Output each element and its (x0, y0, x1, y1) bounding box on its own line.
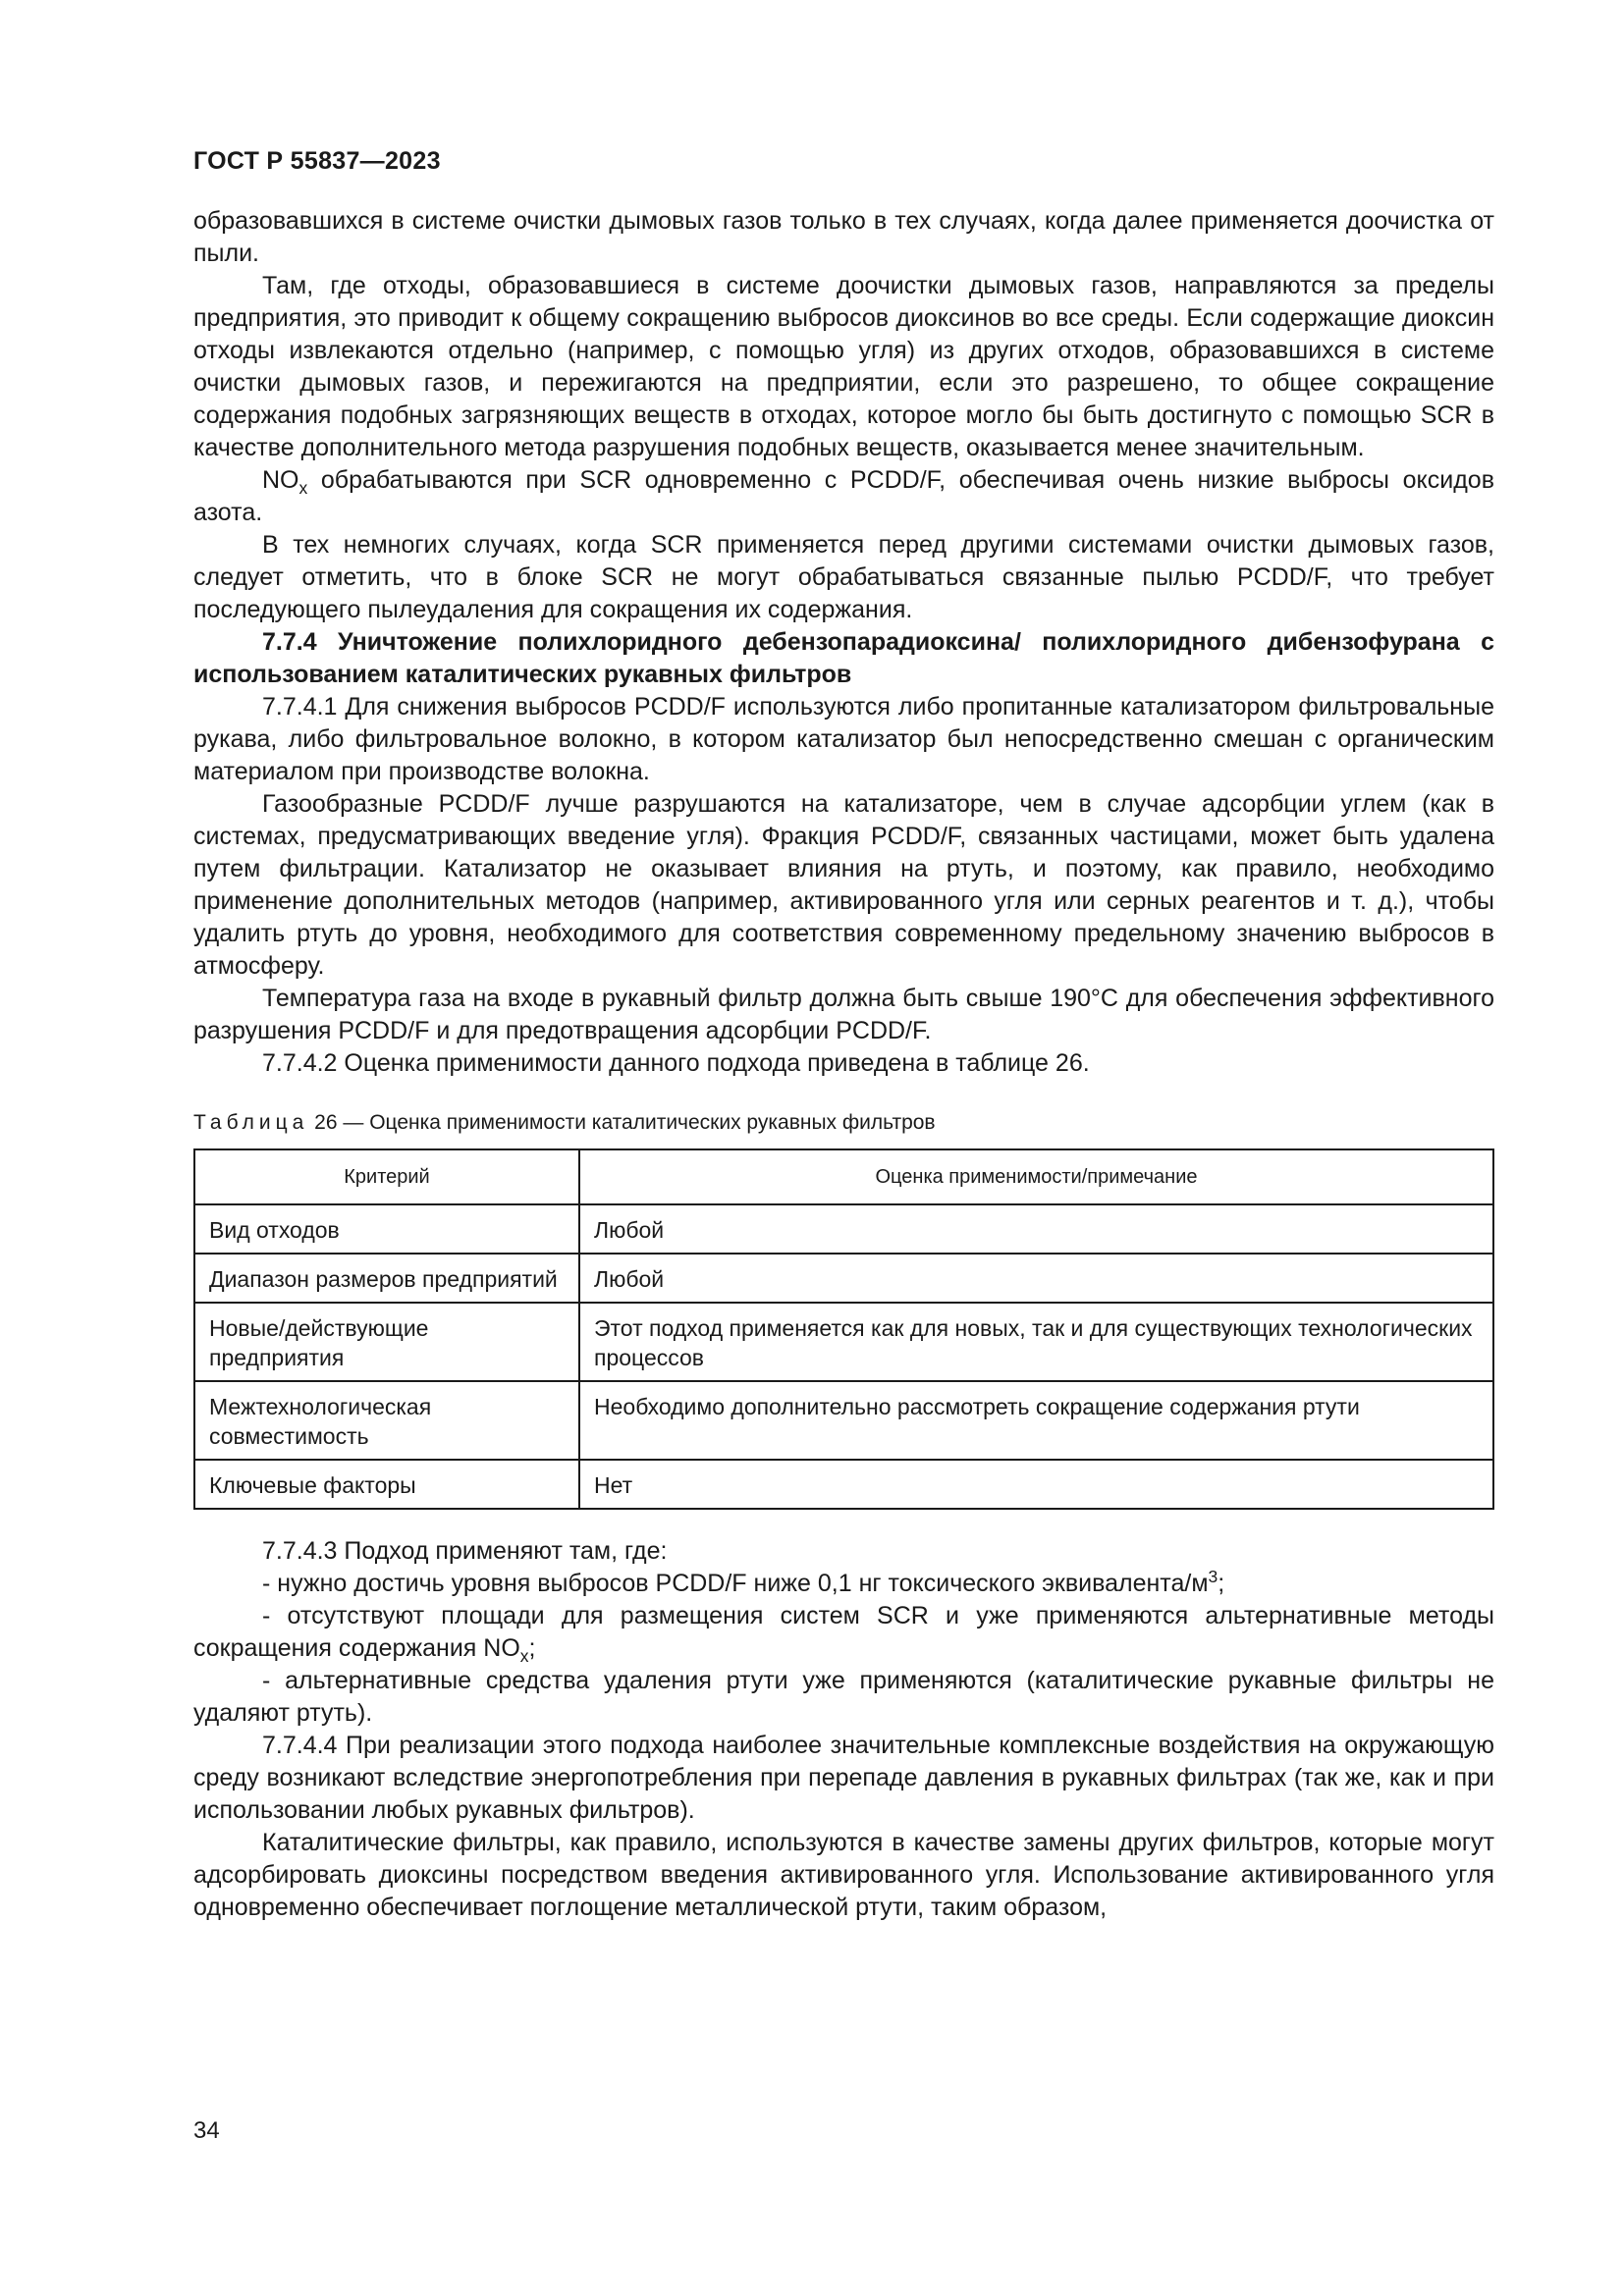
document-page (193, 147, 1494, 1924)
table-cell: Любой (579, 1254, 1493, 1303)
list-item (193, 1600, 1494, 1665)
table-row (194, 1460, 1493, 1509)
paragraph: 7.7.4.3 Подход применяют там, где: (262, 1537, 668, 1565)
table-cell: Межтехнологическая совместимость (194, 1381, 579, 1460)
list-item: - альтернативные средства удаления ртути уже применяются (каталитические рукавные фильтры не удаляют ртуть). (193, 1667, 1494, 1727)
paragraph: 7.7.4.2 Оценка применимости данного подхода приведена в таблице 26. (262, 1049, 1090, 1077)
nox-subscript: x (298, 478, 308, 498)
table-cell: Ключевые факторы (194, 1460, 579, 1509)
paragraph-nox (193, 464, 1494, 529)
section-heading: 7.7.4 Уничтожение полихлоридного дебензопарадиоксина/ полихлоридного дибензофурана с использованием каталитических рукавных фильтров (193, 628, 1494, 688)
body-text-after-table (193, 1535, 1494, 1924)
applicability-table (193, 1148, 1494, 1510)
list-item (193, 1568, 1494, 1600)
paragraph: Каталитические фильтры, как правило, используются в качестве замены других фильтров, которые могут адсорбировать диоксины посредством введения активированного угля. Использование активированного угля одновременно обеспечивает поглощение металлической ртути, таким образом, (193, 1829, 1494, 1921)
table-cell: Необходимо дополнительно рассмотреть сокращение содержания ртути (579, 1381, 1493, 1460)
document-header: ГОСТ Р 55837—2023 (193, 147, 441, 175)
superscript: 3 (1208, 1567, 1218, 1586)
table-header-row (194, 1149, 1493, 1204)
list-item-text: - отсутствуют площади для размещения систем SCR и уже применяются альтернативные методы сокращения содержания NO (193, 1602, 1494, 1662)
table-cell: Любой (579, 1204, 1493, 1254)
table-cell: Нет (579, 1460, 1493, 1509)
paragraph: Газообразные PCDD/F лучше разрушаются на катализаторе, чем в случае адсорбции углем (как в системах, предусматривающих введение угля). Фракция PCDD/F, связанных частицами, может быть удалена путем фильтрации. Катализатор не оказывает влияния на ртуть, и поэтому, как правило, необходимо применение дополнительных методов (например, активированного угля или серных реагентов и т. д.), чтобы удалить ртуть до уровня, необходимого для соответствия современному предельному значению выбросов в атмосферу. (193, 790, 1494, 980)
paragraph: образовавшихся в системе очистки дымовых газов только в тех случаях, когда далее применяется доочистка от пыли. (193, 207, 1494, 267)
list-item-text: - нужно достичь уровня выбросов PCDD/F ниже 0,1 нг токсического эквивалента/м (262, 1570, 1209, 1597)
table-row (194, 1254, 1493, 1303)
subscript: x (519, 1646, 529, 1666)
table-row (194, 1204, 1493, 1254)
nox-rest: обрабатываются при SCR одновременно с PCDD/F, обеспечивая очень низкие выбросы оксидов азота. (193, 466, 1494, 526)
table-row (194, 1381, 1493, 1460)
table-cell: Диапазон размеров предприятий (194, 1254, 579, 1303)
body-text (193, 205, 1494, 1080)
list-item-end: ; (528, 1634, 536, 1662)
paragraph: В тех немногих случаях, когда SCR применяется перед другими системами очистки дымовых газов, следует отметить, что в блоке SCR не могут обрабатываться связанные пылью PCDD/F, что требует последующего пылеудаления для сокращения их содержания. (193, 531, 1494, 623)
paragraph: Там, где отходы, образовавшиеся в системе доочистки дымовых газов, направляются за пределы предприятия, это приводит к общему сокращению выбросов диоксинов во все среды. Если содержащие диоксин отходы извлекаются отдельно (например, с помощью угля) из других отходов, образовавшихся в системе очистки дымовых газов, и пережигаются на предприятии, если это разрешено, то общее сокращение содержания подобных загрязняющих веществ в отходах, которое могло бы быть достигнуто с помощью SCR в качестве дополнительного метода разрушения подобных веществ, оказывается менее значительным. (193, 272, 1494, 461)
table-header-criterion: Критерий (194, 1149, 579, 1204)
list-item-end: ; (1218, 1570, 1225, 1597)
table-header-assessment: Оценка применимости/примечание (579, 1149, 1493, 1204)
paragraph: 7.7.4.4 При реализации этого подхода наиболее значительные комплексные воздействия на окружающую среду возникают вследствие энергопотребления при перепаде давления в рукавных фильтрах (так же, как и при использовании любых рукавных фильтров). (193, 1732, 1494, 1824)
table-cell: Этот подход применяется как для новых, так и для существующих технологических процессов (579, 1303, 1493, 1381)
page-number: 34 (193, 2117, 220, 2144)
table-caption (193, 1111, 1494, 1135)
table-cell: Новые/действующие предприятия (194, 1303, 579, 1381)
table-caption-title: 26 — Оценка применимости каталитических рукавных фильтров (308, 1111, 936, 1134)
paragraph: 7.7.4.1 Для снижения выбросов PCDD/F используются либо пропитанные катализатором фильтровальные рукава, либо фильтровальное волокно, в котором катализатор был непосредственно смешан с органическим материалом при производстве волокна. (193, 693, 1494, 785)
table-cell: Вид отходов (194, 1204, 579, 1254)
paragraph: Температура газа на входе в рукавный фильтр должна быть свыше 190°C для обеспечения эффективного разрушения PCDD/F и для предотвращения адсорбции PCDD/F. (193, 985, 1494, 1044)
table-row (194, 1303, 1493, 1381)
table-caption-word: Таблица (193, 1111, 309, 1134)
nox-prefix: NO (262, 466, 299, 494)
